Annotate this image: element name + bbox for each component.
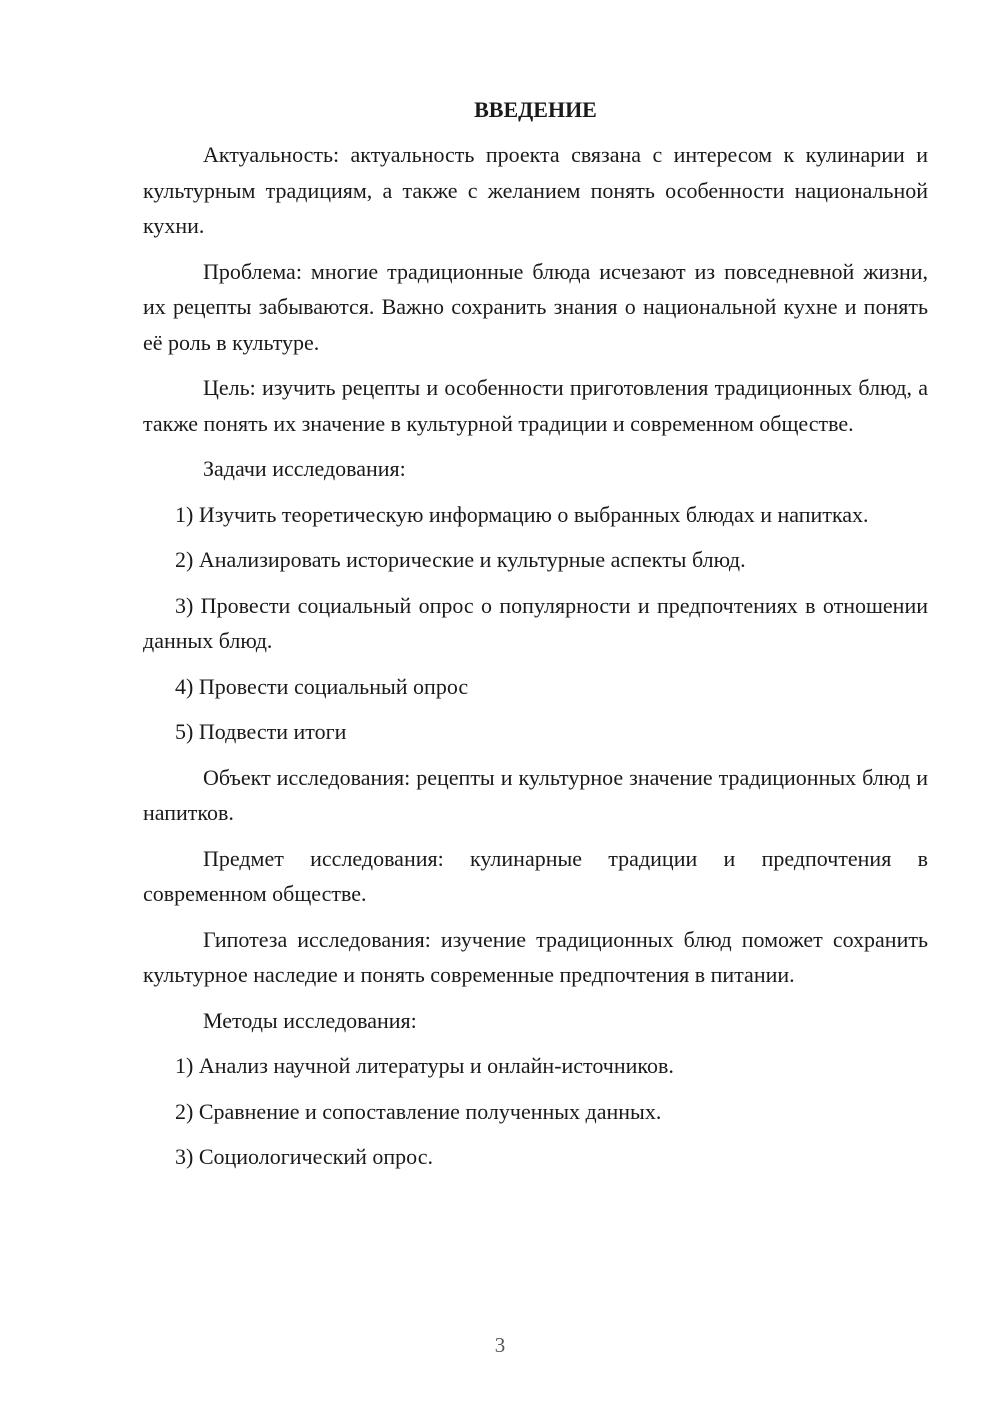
method-item: 3) Социологический опрос. [175,1144,433,1169]
task-item: 3) Провести социальный опрос о популярности и предпочтениях в отношении данных блюд. [143,592,928,653]
method-item: 2) Сравнение и сопоставление полученных данных. [175,1098,662,1124]
task-item: 2) Анализировать исторические и культурные аспекты блюд. [175,547,746,572]
task-item: 5) Подвести итоги [175,719,347,744]
paragraph-problem: Проблема: многие традиционные блюда исчезают из повседневной жизни, их рецепты забываются. Важно сохранить знания о национальной кухне и понять её роль в культуре. [143,258,928,355]
paragraph-relevance: Актуальность: актуальность проекта связана с интересом к кулинарии и культурным традициям, а также с желанием понять особенности национальной кухни. [143,142,928,238]
task-item: 4) Провести социальный опрос [175,673,469,699]
method-item: 1) Анализ научной литературы и онлайн-источников. [175,1053,674,1078]
paragraph-subject: Предмет исследования: кулинарные традиции и предпочтения в современном обществе. [143,845,928,906]
task-item: 1) Изучить теоретическую информацию о выбранных блюдах и напитках. [175,501,869,527]
paragraph-methods-heading: Методы исследования: [203,1007,417,1033]
paragraph-tasks-heading: Задачи исследования: [203,456,406,481]
section-title: ВВЕДЕНИЕ [474,97,597,122]
paragraph-hypothesis: Гипотеза исследования: изучение традиционных блюд поможет сохранить культурное наследие и понять современные предпочтения в питании. [143,926,928,987]
paragraph-object: Объект исследования: рецепты и культурное значение традиционных блюд и напитков. [143,764,928,825]
page-content [143,92,928,1185]
page-number: 3 [494,1333,506,1357]
paragraph-goal: Цель: изучить рецепты и особенности приготовления традиционных блюд, а также понять их значение в культурной традиции и современном обществе. [143,375,928,436]
